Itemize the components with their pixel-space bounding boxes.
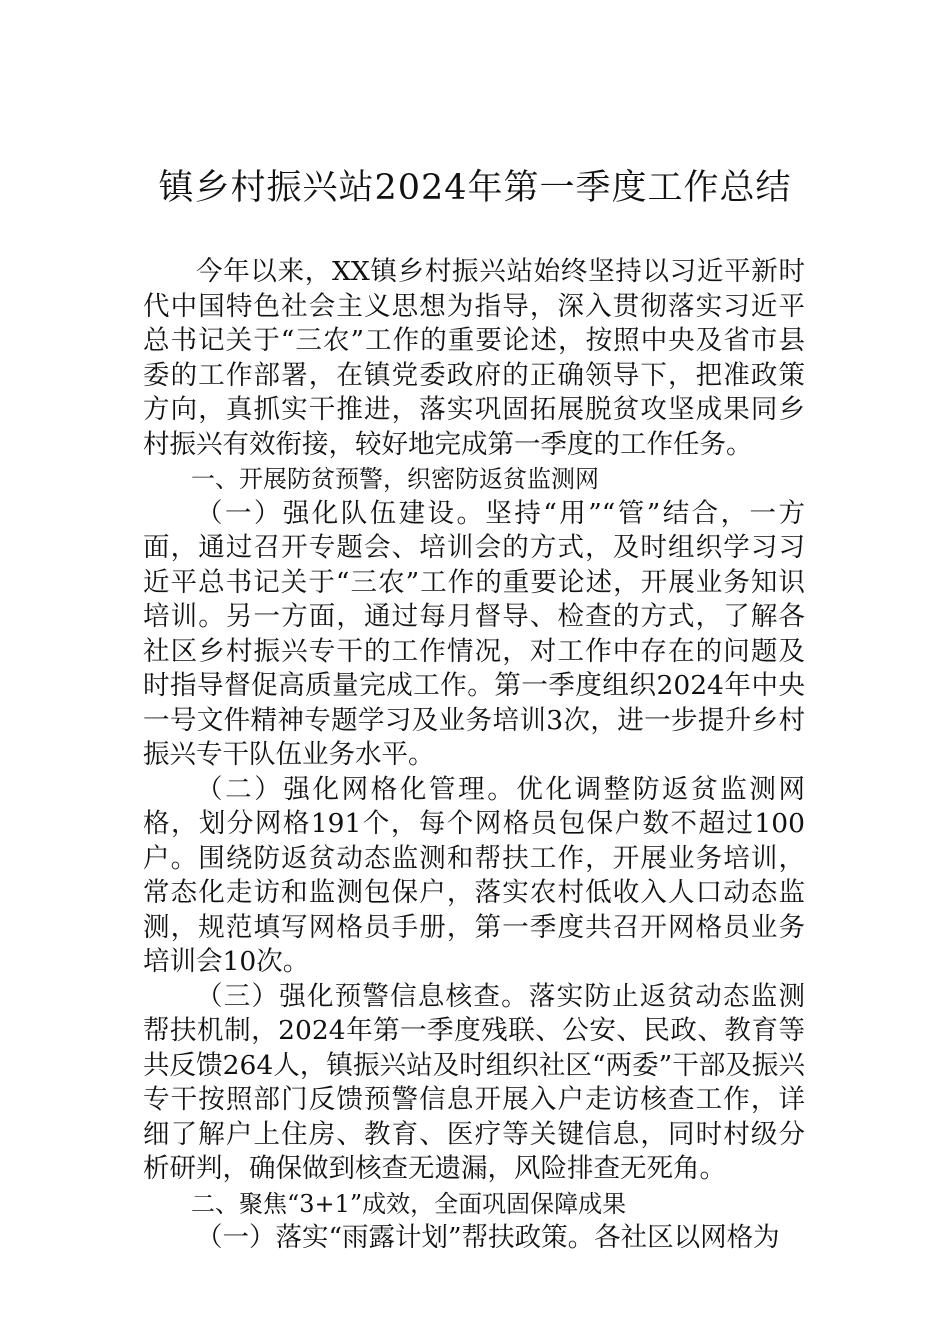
subsection-paragraph-2-1: （一）落实“雨露计划”帮扶政策。各社区以网格为 [196, 1222, 780, 1253]
subsection-paragraph-1-2: （二）强化网格化管理。优化调整防返贫监测网格，划分网格191个，每个网格员包保户数不超过100户。围绕防返贫动态监测和帮扶工作，开展业务培训，常态化走访和监测包保户，落实农村低收入人口动态监测，规范填写网格员手册，第一季度共召开网格员业务培训会10次。 [143, 773, 805, 977]
document-title: 镇乡村振兴站2024年第一季度工作总结 [158, 168, 792, 208]
section-heading-1: 一、开展防贫预警，织密防返贫监测网 [191, 465, 599, 493]
subsection-paragraph-1-1: （一）强化队伍建设。坚持“用”“管”结合，一方面，通过召开专题会、培训会的方式，及时组织学习习近平总书记关于“三农”工作的重要论述，开展业务知识培训。另一方面，通过每月督导、检查的方式，了解各社区乡村振兴专干的工作情况，对工作中存在的问题及时指导督促高质量完成工作。第一季度组织2024年中央一号文件精神专题学习及业务培训3次，进一步提升乡村振兴专干队伍业务水平。 [143, 497, 805, 770]
document-body [143, 255, 805, 1256]
intro-paragraph: 今年以来，XX镇乡村振兴站始终坚持以习近平新时代中国特色社会主义思想为指导，深入贯彻落实习近平总书记关于“三农”工作的重要论述，按照中央及省市县委的工作部署，在镇党委政府的正确领导下，把准政策方向，真抓实干推进，落实巩固拓展脱贫攻坚成果同乡村振兴有效衔接，较好地完成第一季度的工作任务。 [143, 256, 805, 460]
section-heading-2: 二、聚焦“3+1”成效，全面巩固保障成果 [191, 1189, 627, 1218]
subsection-paragraph-1-3: （三）强化预警信息核查。落实防止返贫动态监测帮扶机制，2024年第一季度残联、公安、民政、教育等共反馈264人，镇振兴站及时组织社区“两委”干部及振兴专干按照部门反馈预警信息开展入户走访核查工作，详细了解户上住房、教育、医疗等关键信息，同时村级分析研判，确保做到核查无遗漏，风险排查无死角。 [143, 980, 805, 1184]
